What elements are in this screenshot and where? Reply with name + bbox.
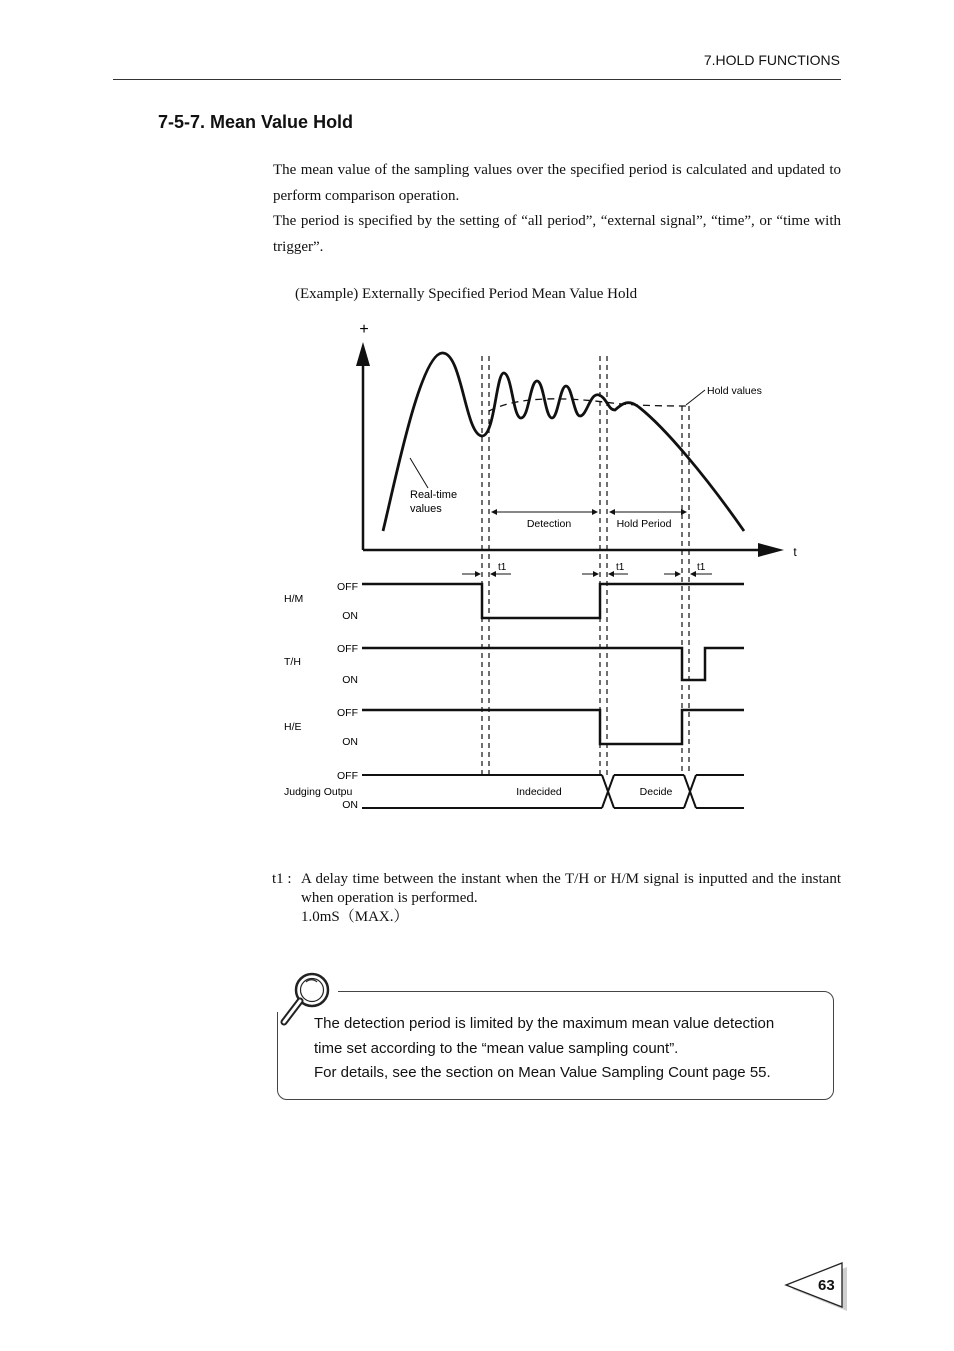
t1-label: t1 — [498, 562, 507, 573]
page-number-badge — [784, 1262, 848, 1312]
header-rule — [113, 79, 841, 80]
page-number: 63 — [818, 1277, 835, 1294]
t1-note — [272, 870, 841, 927]
hold-values-leader — [686, 390, 705, 405]
timing-diagram — [270, 315, 810, 820]
on-label: ON — [342, 736, 358, 748]
tip-line-3: For details, see the section on Mean Value Sampling Count page 55. — [314, 1064, 771, 1081]
y-axis-arrow-icon — [356, 342, 370, 366]
on-label: ON — [342, 799, 358, 811]
decide-label: Decide — [639, 786, 673, 798]
header-title: 7.HOLD FUNCTIONS — [703, 52, 840, 68]
tip-text — [314, 1012, 824, 1086]
on-label: ON — [342, 610, 358, 622]
hold-period-label: Hold Period — [616, 518, 672, 530]
body-paragraph-1 — [273, 158, 841, 209]
axis-plus-label: + — [359, 321, 369, 338]
signal-name: T/H — [284, 656, 301, 668]
tip-line-2: time set according to the “mean value sampling count”. — [314, 1039, 679, 1057]
indecided-label: Indecided — [516, 786, 562, 798]
t1-note-term: t1 — [272, 871, 284, 887]
paragraph-text: The period is specified by the setting of “all period”, “external signal”, “time”, or “time with trigger”. — [273, 213, 841, 255]
signal-th — [284, 643, 744, 686]
tip-line-1: The detection period is limited by the maximum mean value detection — [314, 1015, 775, 1032]
signal-he — [284, 707, 744, 748]
t1-label: t1 — [697, 562, 706, 573]
x-axis-arrow-icon — [758, 543, 784, 557]
signal-hm — [284, 581, 744, 622]
t1-note-text: A delay time between the instant when the T/H or H/M signal is inputted and the instant when operation is performed. — [301, 871, 841, 906]
axis-t-label: t — [793, 545, 797, 559]
signal-name: H/M — [284, 593, 304, 605]
t1-label: t1 — [616, 562, 625, 573]
figure-caption: (Example) Externally Specified Period Mean Value Hold — [295, 286, 638, 302]
off-label: OFF — [337, 707, 358, 719]
hold-values-label: Hold values — [707, 385, 762, 397]
axes — [356, 321, 797, 559]
section-title: 7-5-7. Mean Value Hold — [158, 112, 354, 132]
off-label: OFF — [337, 643, 358, 655]
on-label: ON — [342, 674, 358, 686]
t1-note-value: 1.0mS（MAX.） — [301, 909, 409, 925]
waveform — [362, 648, 744, 680]
waveform — [362, 584, 744, 618]
paragraph-text: The mean value of the sampling values over the specified period is calculated and updated to perform comparison operation. — [273, 162, 841, 204]
realtime-label-line2: values — [410, 503, 442, 515]
signal-name: Judging Outpu — [284, 786, 353, 798]
t1-note-separator: : — [287, 871, 292, 887]
waveform — [362, 710, 744, 744]
detection-label: Detection — [526, 518, 572, 530]
realtime-leader — [410, 458, 428, 488]
body-paragraph-2 — [273, 209, 841, 260]
signal-judging-output — [284, 770, 744, 811]
signal-name: H/E — [284, 721, 302, 733]
t1-note-label — [272, 870, 301, 908]
off-label: OFF — [337, 770, 358, 782]
realtime-label-line1: Real-time — [410, 489, 458, 501]
off-label: OFF — [337, 581, 358, 593]
timing-guides — [482, 356, 689, 775]
